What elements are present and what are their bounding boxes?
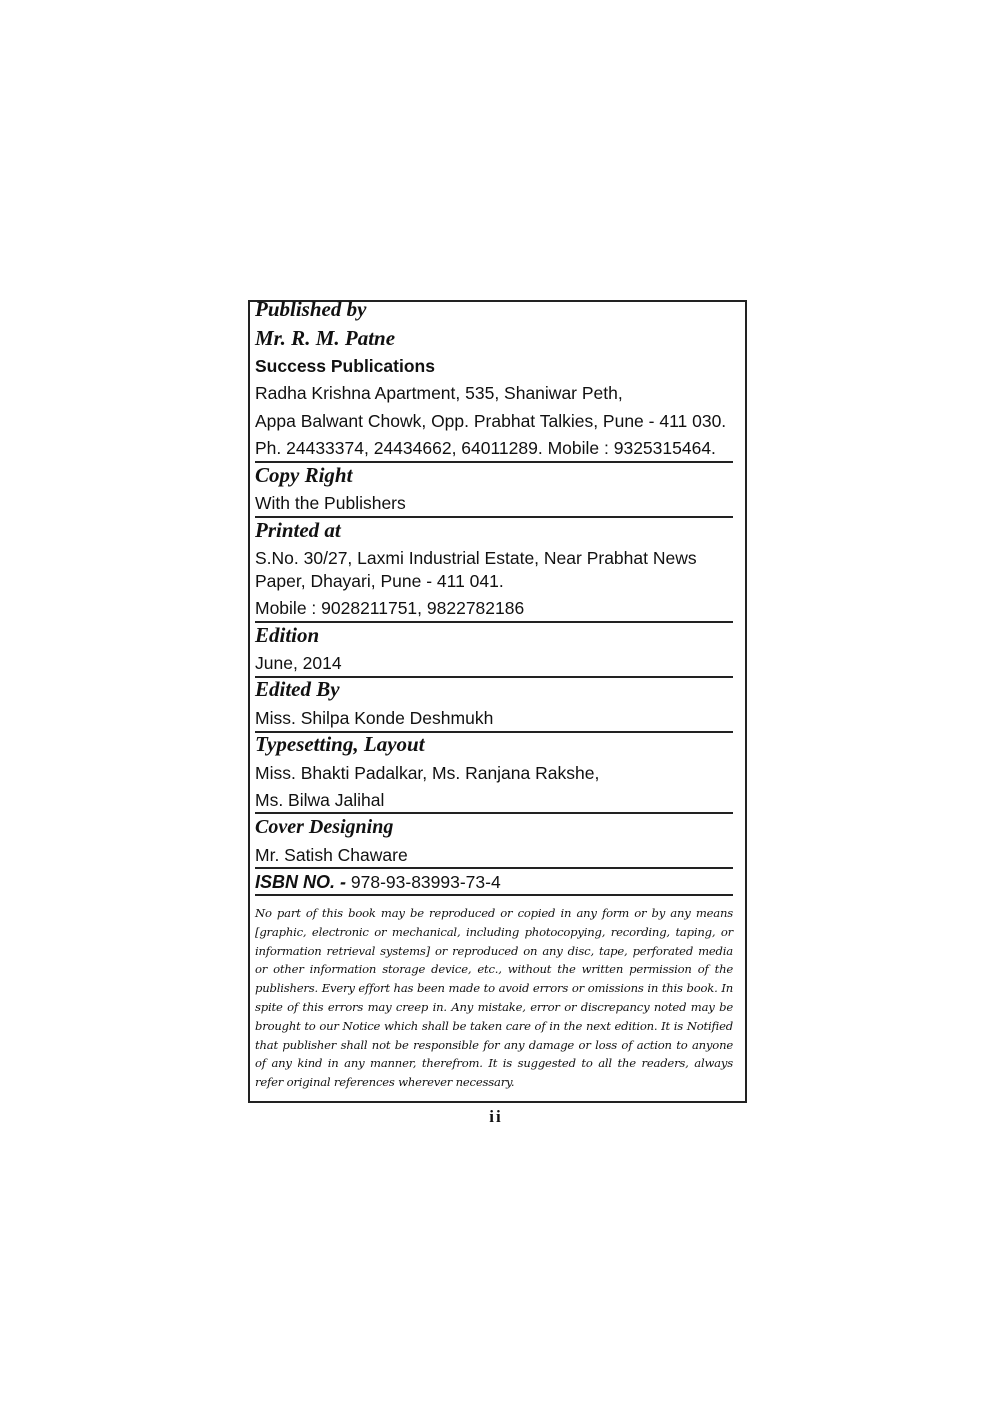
printed-line-1: S.No. 30/27, Laxmi Industrial Estate, Near Prabhat News [255, 548, 697, 568]
divider [255, 867, 733, 869]
edition-heading: Edition [255, 623, 320, 647]
cover-heading: Cover Designing [255, 816, 394, 838]
copyright-value: With the Publishers [255, 493, 406, 513]
page-number: ii [489, 1107, 503, 1126]
edition-value: June, 2014 [255, 653, 342, 673]
divider [255, 894, 733, 896]
publisher-address-1: Radha Krishna Apartment, 535, Shaniwar Peth, [255, 383, 623, 403]
isbn-value: 978-93-83993-73-4 [346, 872, 501, 892]
typesetting-heading: Typesetting, Layout [255, 732, 425, 756]
disclaimer-text: No part of this book may be reproduced or copied in any form or by any means [graphic, electronic or mechanical, including photocopying, recording, taping, or information retrieval systems] or reproduced on any disc, tape, perforated media or other information storage device, etc., without the written permission of the publishers. Every effort has been made to avoid errors or omissions in this book. In spite of this errors may creep in. Any mistake, error or discrepancy noted may be brought to our Notice which shall be taken care of in the next edition. It is Notified that publisher shall not be responsible for any damage or loss of action to anyone of any kind in any manner, therefrom. It is suggested to all the readers, always refer original references wherever necessary. [255, 906, 733, 1090]
edited-heading: Edited By [255, 677, 340, 701]
typesetting-line-2: Ms. Bilwa Jalihal [255, 790, 385, 810]
publisher-address-2: Appa Balwant Chowk, Opp. Prabhat Talkies, Pune - 411 030. [255, 411, 727, 431]
copyright-heading: Copy Right [255, 463, 353, 487]
publisher-phone: Ph. 24433374, 24434662, 64011289. Mobile : 9325315464. [255, 438, 716, 458]
edited-value: Miss. Shilpa Konde Deshmukh [255, 708, 494, 728]
printed-mobile: Mobile : 9028211751, 9822782186 [255, 598, 525, 618]
published-heading: Published by [255, 297, 367, 321]
publisher-company: Success Publications [255, 356, 435, 376]
cover-value: Mr. Satish Chaware [255, 845, 408, 865]
isbn-label: ISBN NO. - [255, 872, 347, 892]
printed-line-2: Paper, Dhayari, Pune - 411 041. [255, 571, 504, 591]
divider [255, 812, 733, 814]
publisher-name: Mr. R. M. Patne [255, 326, 396, 350]
isbn-line [255, 870, 733, 894]
typesetting-line-1: Miss. Bhakti Padalkar, Ms. Ranjana Rakshe, [255, 763, 600, 783]
printed-heading: Printed at [255, 518, 341, 542]
